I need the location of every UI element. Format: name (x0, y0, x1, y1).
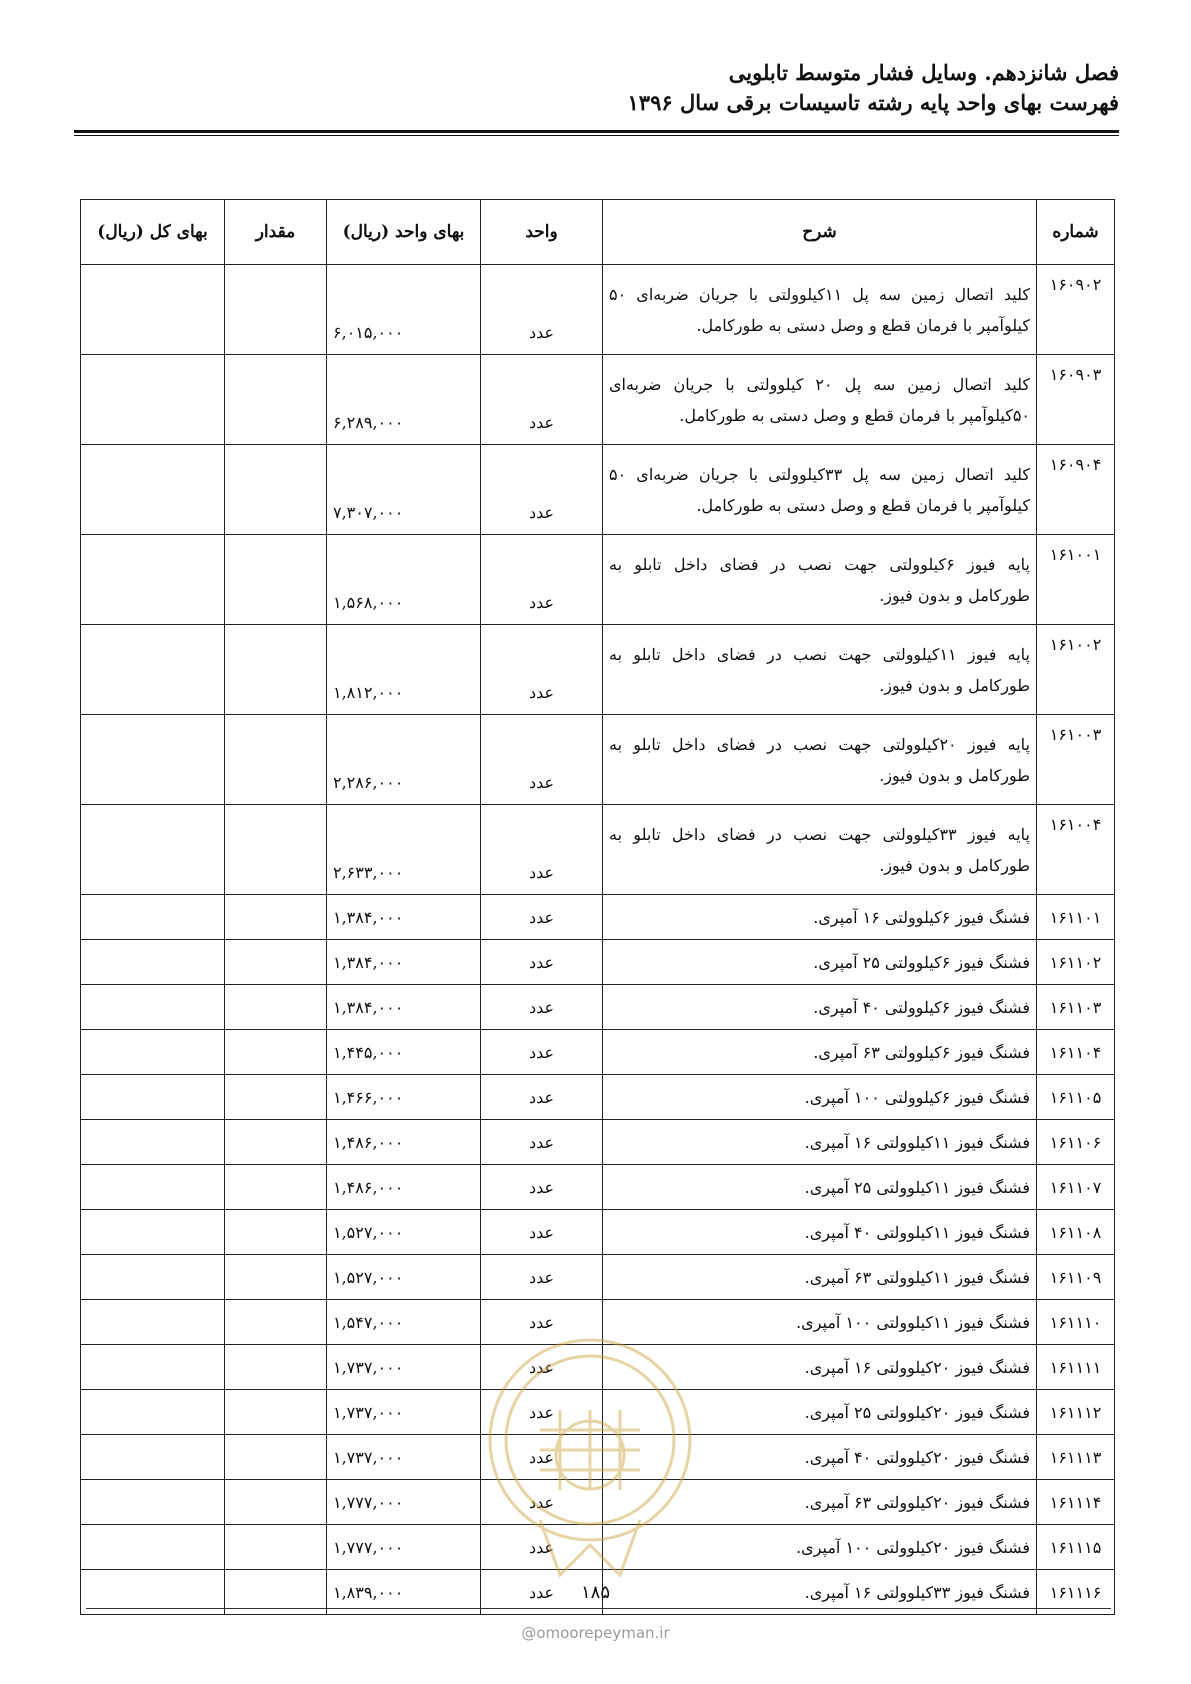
row-total-price (81, 1435, 225, 1480)
col-header-description: شرح (603, 200, 1037, 265)
row-quantity (225, 445, 327, 535)
table-row (81, 1345, 1115, 1390)
header-divider (74, 130, 1119, 133)
row-number: ۱۶۰۹۰۲ (1037, 265, 1115, 355)
row-unit: عدد (481, 805, 603, 895)
row-unit: عدد (481, 1345, 603, 1390)
table-row (81, 715, 1115, 805)
row-unit-price: ۱,۷۷۷,۰۰۰ (327, 1525, 481, 1570)
table-row (81, 535, 1115, 625)
row-number: ۱۶۰۹۰۴ (1037, 445, 1115, 535)
row-description: فشنگ فیوز ۲۰کیلوولتی ۲۵ آمپری. (603, 1390, 1037, 1435)
site-watermark: @omoorepeyman.ir (521, 1624, 670, 1642)
table-row (81, 1255, 1115, 1300)
row-unit-price: ۱,۴۸۶,۰۰۰ (327, 1120, 481, 1165)
row-unit: عدد (481, 1120, 603, 1165)
row-total-price (81, 940, 225, 985)
table-row (81, 1435, 1115, 1480)
row-quantity (225, 1345, 327, 1390)
row-unit-price: ۷,۳۰۷,۰۰۰ (327, 445, 481, 535)
row-quantity (225, 805, 327, 895)
table-row (81, 355, 1115, 445)
price-table (80, 199, 1115, 1615)
table-row (81, 1525, 1115, 1570)
row-number: ۱۶۱۱۰۴ (1037, 1030, 1115, 1075)
row-description: کلید اتصال زمین سه پل ۱۱کیلوولتی با جریان ضربه‌ای ۵۰ کیلوآمپر با فرمان قطع و وصل دستی به طورکامل. (603, 265, 1037, 355)
header-divider-thin (74, 135, 1119, 136)
row-unit: عدد (481, 1255, 603, 1300)
row-unit: عدد (481, 1435, 603, 1480)
table-row (81, 1165, 1115, 1210)
row-quantity (225, 355, 327, 445)
row-number: ۱۶۰۹۰۳ (1037, 355, 1115, 445)
row-unit: عدد (481, 535, 603, 625)
row-unit: عدد (481, 1480, 603, 1525)
row-description: پایه فیوز ۶کیلوولتی جهت نصب در فضای داخل تابلو به طورکامل و بدون فیوز. (603, 535, 1037, 625)
row-total-price (81, 1390, 225, 1435)
row-unit: عدد (481, 895, 603, 940)
page-number: ۱۸۵ (580, 1582, 610, 1603)
row-number: ۱۶۱۱۰۳ (1037, 985, 1115, 1030)
row-total-price (81, 1480, 225, 1525)
row-description: فشنگ فیوز ۶کیلوولتی ۶۳ آمپری. (603, 1030, 1037, 1075)
row-quantity (225, 625, 327, 715)
row-number: ۱۶۱۱۱۳ (1037, 1435, 1115, 1480)
row-unit: عدد (481, 1300, 603, 1345)
row-unit: عدد (481, 1075, 603, 1120)
row-description: فشنگ فیوز ۶کیلوولتی ۲۵ آمپری. (603, 940, 1037, 985)
row-total-price (81, 895, 225, 940)
row-unit-price: ۶,۲۸۹,۰۰۰ (327, 355, 481, 445)
row-total-price (81, 1345, 225, 1390)
table-row (81, 895, 1115, 940)
row-number: ۱۶۱۱۱۰ (1037, 1300, 1115, 1345)
table-row (81, 1480, 1115, 1525)
row-unit-price: ۱,۷۳۷,۰۰۰ (327, 1435, 481, 1480)
row-quantity (225, 715, 327, 805)
row-quantity (225, 1165, 327, 1210)
row-quantity (225, 1390, 327, 1435)
row-quantity (225, 1030, 327, 1075)
row-unit: عدد (481, 940, 603, 985)
row-unit-price: ۱,۷۳۷,۰۰۰ (327, 1390, 481, 1435)
row-description: فشنگ فیوز ۳۳کیلوولتی ۱۶ آمپری. (603, 1570, 1037, 1615)
col-header-total-price: بهای کل (ریال) (81, 200, 225, 265)
row-total-price (81, 445, 225, 535)
row-quantity (225, 1435, 327, 1480)
row-description: فشنگ فیوز ۱۱کیلوولتی ۱۶ آمپری. (603, 1120, 1037, 1165)
table-row (81, 265, 1115, 355)
table-row (81, 1030, 1115, 1075)
row-unit: عدد (481, 445, 603, 535)
row-quantity (225, 1210, 327, 1255)
row-unit-price: ۱,۷۷۷,۰۰۰ (327, 1480, 481, 1525)
row-unit-price: ۱,۴۸۶,۰۰۰ (327, 1165, 481, 1210)
row-total-price (81, 1165, 225, 1210)
row-description: فشنگ فیوز ۱۱کیلوولتی ۶۳ آمپری. (603, 1255, 1037, 1300)
table-row (81, 1210, 1115, 1255)
row-unit: عدد (481, 1165, 603, 1210)
table-row (81, 1300, 1115, 1345)
row-description: پایه فیوز ۳۳کیلوولتی جهت نصب در فضای داخل تابلو به طورکامل و بدون فیوز. (603, 805, 1037, 895)
row-number: ۱۶۱۱۰۷ (1037, 1165, 1115, 1210)
row-description: فشنگ فیوز ۲۰کیلوولتی ۱۶ آمپری. (603, 1345, 1037, 1390)
row-unit-price: ۲,۶۳۳,۰۰۰ (327, 805, 481, 895)
row-total-price (81, 1120, 225, 1165)
row-number: ۱۶۱۱۱۱ (1037, 1345, 1115, 1390)
row-description: فشنگ فیوز ۶کیلوولتی ۱۶ آمپری. (603, 895, 1037, 940)
row-unit: عدد (481, 1030, 603, 1075)
footer-divider (86, 1608, 1111, 1609)
row-unit-price: ۱,۵۲۷,۰۰۰ (327, 1210, 481, 1255)
row-unit-price: ۱,۴۴۵,۰۰۰ (327, 1030, 481, 1075)
row-total-price (81, 355, 225, 445)
row-number: ۱۶۱۱۱۴ (1037, 1480, 1115, 1525)
row-description: فشنگ فیوز ۶کیلوولتی ۱۰۰ آمپری. (603, 1075, 1037, 1120)
row-total-price (81, 1075, 225, 1120)
row-quantity (225, 1075, 327, 1120)
table-header-row (81, 200, 1115, 265)
row-unit: عدد (481, 1570, 603, 1615)
row-quantity (225, 1255, 327, 1300)
row-unit-price: ۱,۳۸۴,۰۰۰ (327, 985, 481, 1030)
row-number: ۱۶۱۰۰۴ (1037, 805, 1115, 895)
row-description: کلید اتصال زمین سه پل ۳۳کیلوولتی با جریان ضربه‌ای ۵۰ کیلوآمپر با فرمان قطع و وصل دستی به طورکامل. (603, 445, 1037, 535)
row-number: ۱۶۱۰۰۲ (1037, 625, 1115, 715)
row-description: فشنگ فیوز ۶کیلوولتی ۴۰ آمپری. (603, 985, 1037, 1030)
row-description: فشنگ فیوز ۱۱کیلوولتی ۴۰ آمپری. (603, 1210, 1037, 1255)
row-unit: عدد (481, 985, 603, 1030)
row-quantity (225, 265, 327, 355)
row-number: ۱۶۱۱۱۲ (1037, 1390, 1115, 1435)
row-description: کلید اتصال زمین سه پل ۲۰ کیلوولتی با جریان ضربه‌ای ۵۰کیلوآمپر با فرمان قطع و وصل دستی به طورکامل. (603, 355, 1037, 445)
row-total-price (81, 1300, 225, 1345)
row-number: ۱۶۱۱۰۶ (1037, 1120, 1115, 1165)
row-number: ۱۶۱۰۰۳ (1037, 715, 1115, 805)
col-header-unit-price: بهای واحد (ریال) (327, 200, 481, 265)
row-quantity (225, 535, 327, 625)
row-number: ۱۶۱۰۰۱ (1037, 535, 1115, 625)
row-number: ۱۶۱۱۰۸ (1037, 1210, 1115, 1255)
row-unit: عدد (481, 1525, 603, 1570)
row-quantity (225, 1300, 327, 1345)
row-description: پایه فیوز ۲۰کیلوولتی جهت نصب در فضای داخل تابلو به طورکامل و بدون فیوز. (603, 715, 1037, 805)
row-total-price (81, 265, 225, 355)
row-number: ۱۶۱۱۰۱ (1037, 895, 1115, 940)
row-quantity (225, 1480, 327, 1525)
row-unit-price: ۱,۳۸۴,۰۰۰ (327, 940, 481, 985)
row-total-price (81, 1255, 225, 1300)
row-number: ۱۶۱۱۱۵ (1037, 1525, 1115, 1570)
row-description: فشنگ فیوز ۲۰کیلوولتی ۴۰ آمپری. (603, 1435, 1037, 1480)
row-description: پایه فیوز ۱۱کیلوولتی جهت نصب در فضای داخل تابلو به طورکامل و بدون فیوز. (603, 625, 1037, 715)
row-unit: عدد (481, 1390, 603, 1435)
row-description: فشنگ فیوز ۲۰کیلوولتی ۶۳ آمپری. (603, 1480, 1037, 1525)
row-quantity (225, 940, 327, 985)
row-unit: عدد (481, 355, 603, 445)
row-unit: عدد (481, 265, 603, 355)
table-row (81, 805, 1115, 895)
row-unit: عدد (481, 1210, 603, 1255)
row-quantity (225, 1525, 327, 1570)
table-row (81, 985, 1115, 1030)
row-total-price (81, 805, 225, 895)
table-row (81, 940, 1115, 985)
row-unit-price: ۲,۲۸۶,۰۰۰ (327, 715, 481, 805)
table-row (81, 625, 1115, 715)
row-unit-price: ۱,۸۱۲,۰۰۰ (327, 625, 481, 715)
row-unit-price: ۱,۵۴۷,۰۰۰ (327, 1300, 481, 1345)
row-unit: عدد (481, 625, 603, 715)
table-row (81, 1075, 1115, 1120)
row-unit-price: ۱,۴۶۶,۰۰۰ (327, 1075, 481, 1120)
row-quantity (225, 895, 327, 940)
row-total-price (81, 1525, 225, 1570)
row-unit-price: ۶,۰۱۵,۰۰۰ (327, 265, 481, 355)
table-row (81, 445, 1115, 535)
row-unit: عدد (481, 715, 603, 805)
row-description: فشنگ فیوز ۲۰کیلوولتی ۱۰۰ آمپری. (603, 1525, 1037, 1570)
row-total-price (81, 535, 225, 625)
row-total-price (81, 715, 225, 805)
page-header (70, 58, 1119, 118)
row-number: ۱۶۱۱۰۵ (1037, 1075, 1115, 1120)
row-unit-price: ۱,۵۲۷,۰۰۰ (327, 1255, 481, 1300)
row-quantity (225, 985, 327, 1030)
col-header-unit: واحد (481, 200, 603, 265)
chapter-title: فصل شانزدهم. وسایل فشار متوسط تابلویی (728, 60, 1119, 85)
row-total-price (81, 1030, 225, 1075)
row-number: ۱۶۱۱۰۲ (1037, 940, 1115, 985)
row-unit-price: ۱,۳۸۴,۰۰۰ (327, 895, 481, 940)
col-header-number: شماره (1037, 200, 1115, 265)
table-row (81, 1390, 1115, 1435)
table-row (81, 1120, 1115, 1165)
row-total-price (81, 625, 225, 715)
row-unit-price: ۱,۵۶۸,۰۰۰ (327, 535, 481, 625)
row-total-price (81, 985, 225, 1030)
row-number: ۱۶۱۱۱۶ (1037, 1570, 1115, 1615)
price-list-title: فهرست بهای واحد پایه رشته تاسیسات برقی سال ۱۳۹۶ (627, 90, 1119, 115)
row-quantity (225, 1120, 327, 1165)
row-total-price (81, 1210, 225, 1255)
row-description: فشنگ فیوز ۱۱کیلوولتی ۲۵ آمپری. (603, 1165, 1037, 1210)
row-number: ۱۶۱۱۰۹ (1037, 1255, 1115, 1300)
row-unit-price: ۱,۷۳۷,۰۰۰ (327, 1345, 481, 1390)
col-header-quantity: مقدار (225, 200, 327, 265)
row-unit-price: ۱,۸۳۹,۰۰۰ (327, 1570, 481, 1615)
row-description: فشنگ فیوز ۱۱کیلوولتی ۱۰۰ آمپری. (603, 1300, 1037, 1345)
